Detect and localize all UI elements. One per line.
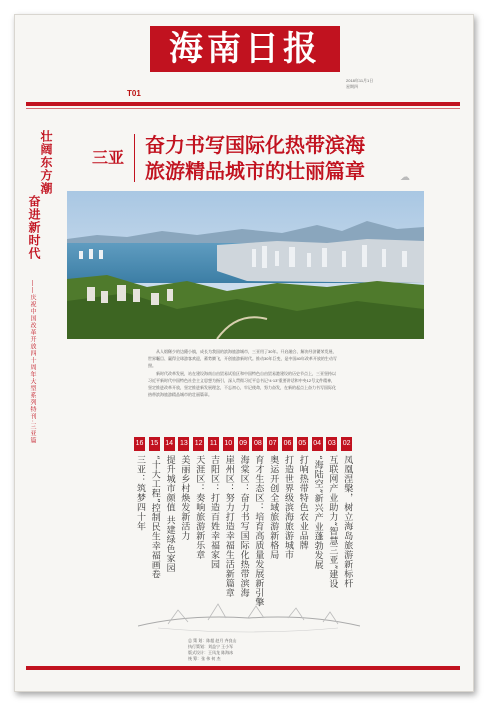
toc-page-number: 03 — [326, 437, 337, 451]
toc-entry — [267, 437, 278, 560]
toc-page-number: 02 — [341, 437, 352, 451]
toc-entry — [238, 437, 249, 598]
toc-entry — [252, 437, 263, 607]
headline-tag: 三亚 — [92, 148, 125, 167]
masthead-title: 海南日报 — [150, 26, 340, 72]
issue-info — [346, 78, 373, 90]
toc-page-number: 04 — [312, 437, 323, 451]
toc-title: 打响热带特色农业品牌 — [297, 455, 308, 550]
toc-page-number: 11 — [208, 437, 219, 451]
slogan-subtitle: ——庆祝中国改革开放四十周年大型系列特刊·三亚篇 — [29, 280, 35, 444]
toc-title: 凤凰涅槃，树立海岛旅游新标杆 — [342, 455, 353, 588]
toc-title: 互联网产业助力“智慧三亚”建设 — [327, 455, 338, 589]
intro-text — [148, 348, 338, 399]
toc-page-number: 09 — [238, 437, 249, 451]
toc-entry — [341, 437, 352, 588]
skyline-sketch-icon — [138, 596, 360, 636]
credit-line: 执行策划：刘益宁 王小军 — [188, 644, 234, 649]
issue-date: 2018年11月1日 — [346, 78, 374, 83]
toc-title: “十大工程”控制民生幸福画卷 — [149, 455, 160, 580]
toc-page-number: 06 — [282, 437, 293, 451]
toc-page-number: 13 — [178, 437, 189, 451]
top-rule — [26, 102, 460, 106]
toc-page-number: 16 — [134, 437, 145, 451]
toc-page-number: 12 — [193, 437, 204, 451]
toc-title: 吉阳区：打造百姓幸福家园 — [209, 455, 219, 569]
toc-title: 三亚：筑梦四十年 — [135, 455, 145, 531]
headline-divider — [134, 134, 135, 182]
top-thin-rule — [26, 108, 460, 109]
credit-line: 总 策 划：陈超 赵月 齐良山 — [188, 638, 237, 643]
city-panorama-image — [67, 191, 424, 339]
credit-line: 统 筹：张 伟 何 杰 — [188, 656, 221, 661]
credits — [188, 638, 328, 662]
toc-entry — [326, 437, 337, 589]
toc-page-number: 08 — [252, 437, 263, 451]
toc-title: 奥运开创全域旅游新格局 — [268, 455, 279, 560]
toc-page-number: 10 — [223, 437, 234, 451]
intro-paragraph-2: 新时代改革发展，站在建设海南自由贸易试验区和中国特色自由贸易港建设的历史节点上，三亚坚持以习近平新时代中国特色社会主义思想为指引，深入贯彻习近平总书记“4·13”重要讲话和中央12号文件精神，坚定推进改革开放，坚定推进新发展理念，不忘初心，牢记使命，努力奋发，在新的起点上奋力书写国际化热带滨海旅游精品城市的壮丽篇章。 — [148, 371, 336, 397]
bottom-rule — [26, 666, 460, 670]
toc-entry — [164, 437, 175, 572]
toc-entry — [178, 437, 189, 541]
toc-page-number: 05 — [297, 437, 308, 451]
toc-entry — [297, 437, 308, 550]
headline-line-2: 旅游精品城市的壮丽篇章 — [145, 159, 365, 183]
sidebar-slogan — [26, 130, 53, 570]
toc-title: 天涯区：奏响旅游新乐章 — [194, 455, 205, 560]
toc-entry — [134, 437, 145, 531]
page-code: T01 — [127, 89, 141, 98]
toc-entry — [282, 437, 293, 560]
toc-title: 提升城市颜值 共建绿色家园 — [164, 455, 175, 573]
toc-entry — [149, 437, 160, 579]
table-of-contents — [134, 437, 356, 612]
slogan-line-1: 壮阔东方潮 — [39, 130, 53, 195]
toc-title: 美丽乡村焕发新活力 — [179, 455, 190, 541]
toc-title: 育才生态区：培育高质量发展新引擎 — [253, 455, 264, 607]
toc-entry — [312, 437, 323, 570]
toc-title: 海棠区：奋力书写国际化热带滨海 — [238, 455, 249, 598]
slogan-line-2: 奋进新时代 — [27, 195, 41, 260]
toc-entry — [208, 437, 219, 569]
toc-page-number: 07 — [267, 437, 278, 451]
toc-title: “海陆空”新兴产业蓬勃发展 — [312, 455, 323, 570]
toc-title: 打造世界级滨海旅游城市 — [283, 455, 293, 560]
toc-entry — [193, 437, 204, 560]
credit-line: 版式设计：王凤龙 陈海冰 — [188, 650, 234, 655]
toc-title: 崖州区：努力打造幸福生活新篇章 — [223, 455, 234, 598]
toc-entry — [223, 437, 234, 598]
city-photo — [67, 191, 424, 339]
toc-page-number: 15 — [149, 437, 160, 451]
issue-weekday: 星期四 — [346, 84, 358, 89]
headline-line-1: 奋力书写国际化热带滨海 — [145, 133, 365, 157]
toc-page-number: 14 — [164, 437, 175, 451]
cloud-ornament-icon: ☁︎ — [400, 172, 410, 183]
intro-paragraph-1: 从人烟稀少的边陲小镇，成长为我国的滨海旅游城市，三亚用了30年。开启融合、解决经济繁荣发展、世界瞩目、赢得全球游客欢迎，蓄势腾飞，开创旅游新时代。推动30年巨变，是中国40年改革开放的生动写照。 — [148, 349, 337, 368]
city-sketch-ornament — [138, 596, 360, 636]
